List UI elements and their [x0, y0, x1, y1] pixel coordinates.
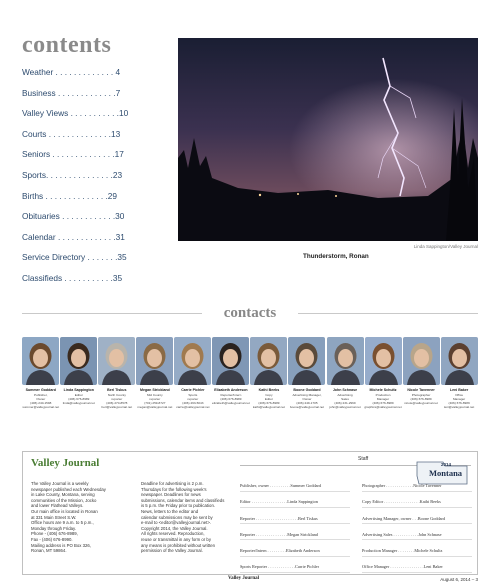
contact-detail: (406) 270-8578 — [106, 401, 128, 406]
contact-name: Berl Tiskus — [107, 388, 127, 392]
contact-detail[interactable]: nicole@valleyjournal.net — [404, 401, 438, 406]
deadline-line: is 5 p.m. the Friday prior to publication. — [141, 503, 216, 509]
staff-heading: Staff — [358, 456, 369, 462]
about-line: Phone - (406) 676-8989, — [31, 531, 78, 537]
contact-name: Megan Strickland — [139, 388, 170, 392]
contact-detail: Advertising — [337, 392, 353, 397]
about-line: and lower Flathead Valleys. — [31, 503, 84, 509]
contact-detail: Editor — [74, 392, 83, 397]
contact-detail: (701) 259-8727 — [144, 401, 166, 406]
about-text — [31, 481, 136, 554]
staff-row: Photographer . . . . . . . . . . . . .Nicole Tavenner — [362, 483, 472, 492]
contact-name: Boone Goddard — [293, 388, 321, 392]
photo-credit: Linda Sappington/Valley Journal — [413, 244, 478, 249]
footer-publication: Valley Journal — [228, 576, 260, 581]
contact-detail: reporter — [149, 396, 161, 401]
contact-photo — [288, 337, 325, 385]
contact-photo — [98, 337, 135, 385]
contact-detail[interactable]: megan@valleyjournal.net — [137, 405, 173, 410]
contents-title: contents — [22, 32, 112, 58]
contact-name: Leni Baker — [449, 388, 469, 392]
contact-detail: Copy — [265, 392, 273, 397]
contact-detail: (406) 249-1705 — [296, 401, 318, 406]
contact-detail: Publisher, — [33, 392, 48, 397]
about-line: newspaper published each Wednesday — [31, 486, 106, 492]
contact-detail[interactable]: berl@valleyjournal.net — [101, 405, 133, 410]
table-of-contents — [22, 68, 172, 295]
about-line: in Lake County, Montana, serving — [31, 492, 95, 498]
contact-detail: Editor — [264, 396, 273, 401]
contact-name: Linda Sappington — [63, 388, 94, 392]
contact-photo — [136, 337, 173, 385]
contact-detail: Owner — [36, 396, 46, 401]
contact-name: Michele Schultz — [369, 388, 397, 392]
contacts-list — [22, 337, 478, 409]
contact-detail: Production — [375, 392, 391, 397]
photo-caption: Thunderstorm, Ronan — [303, 253, 369, 260]
contact-photo — [212, 337, 249, 385]
contact-photo — [403, 337, 440, 385]
footer-date-page: August 6, 2014 – 3 — [440, 577, 478, 582]
contact-card — [212, 337, 250, 409]
contact-detail[interactable]: kathi@valleyjournal.net — [252, 405, 285, 410]
contact-detail: (406) 240-1598 — [30, 401, 52, 406]
toc-item[interactable]: Sports. . . . . . . . . . . . . . .23 — [22, 169, 123, 180]
staff-row: Reporter . . . . . . . . . . . . . . .Megan Strickland — [240, 532, 350, 541]
deadline-line: submissions, calendar items and classifieds — [141, 497, 225, 503]
contact-name: Elizabeth Anderson — [214, 388, 248, 392]
contact-detail[interactable]: leni@valleyjournal.net — [443, 405, 475, 410]
contact-detail: (406) 676-8989 — [372, 401, 394, 406]
about-line: Ronan, MT 59864. — [31, 548, 67, 554]
contact-card — [98, 337, 136, 409]
contact-card — [364, 337, 402, 409]
contact-detail: reporter — [111, 396, 123, 401]
contact-photo — [174, 337, 211, 385]
contact-detail: North County — [107, 392, 126, 397]
toc-item[interactable]: Obituaries . . . . . . . . . . . .30 — [22, 211, 125, 222]
logo-text: Montana — [429, 468, 463, 478]
contact-card — [136, 337, 174, 409]
contact-detail: Manager — [376, 396, 390, 401]
contact-name: John Schnase — [332, 388, 358, 392]
contact-photo — [60, 337, 97, 385]
contact-photo — [365, 337, 402, 385]
staff-row: Production Manager . . . . . . . .Michele Schultz — [362, 548, 472, 557]
about-line: Mailing address is PO Box 326, — [31, 542, 91, 548]
deadline-line: calendar submissions may be sent by — [141, 514, 213, 520]
toc-item[interactable]: Seniors . . . . . . . . . . . . . .17 — [22, 149, 124, 160]
contact-detail: (406) 676-8989 — [220, 396, 242, 401]
contact-card — [440, 337, 478, 409]
deadlines-text — [141, 481, 237, 554]
contact-photo — [250, 337, 287, 385]
contact-detail: Sports — [188, 392, 198, 397]
contact-detail: Manager — [452, 396, 466, 401]
contact-detail: Advertising Manager, — [292, 392, 322, 397]
contact-name: Nicole Tavenner — [407, 388, 435, 392]
contact-detail[interactable]: summer@valleyjournal.net — [22, 405, 60, 410]
about-line: at 331 Main Street S.W. — [31, 514, 77, 520]
about-line: The Valley Journal is a weekly — [31, 481, 89, 486]
contact-card — [22, 337, 60, 409]
contact-card — [326, 337, 364, 409]
staff-row: Editor . . . . . . . . . . . . . . . . .Linda Sappington — [240, 499, 350, 508]
toc-item[interactable]: Valley Views . . . . . . . . . . .10 — [22, 108, 129, 119]
contact-detail: (406) 231-2969 — [334, 401, 356, 406]
deadline-line: All rights reserved. Reproduction, — [141, 531, 205, 537]
about-line: Fax - (406) 676-8990. — [31, 536, 73, 542]
contact-detail: Office — [455, 392, 464, 397]
deadline-line: Copyright 2014, the Valley Journal. — [141, 525, 208, 531]
deadline-line: reuse or transmittal in any form or by — [141, 536, 211, 542]
toc-item[interactable]: Business . . . . . . . . . . . . .7 — [22, 87, 121, 98]
contact-card — [402, 337, 440, 409]
valley-journal-box — [22, 451, 478, 575]
contact-detail: Mid County — [147, 392, 163, 397]
deadline-line: Deadline for advertising is 2 p.m. — [141, 481, 204, 486]
toc-item[interactable]: Calendar . . . . . . . . . . . . .31 — [22, 231, 125, 242]
about-line: Monday through Friday. — [31, 525, 77, 531]
contact-name: Carrie Pichler — [181, 388, 205, 392]
contact-name: Summer Goddard — [25, 388, 56, 392]
contact-detail: Sales — [341, 396, 349, 401]
contact-detail[interactable]: elizabeth@valleyjournal.net — [211, 401, 250, 406]
about-line: Our main office is located in Ronan — [31, 508, 98, 514]
deadline-line: permission of the Valley Journal. — [141, 548, 203, 554]
deadline-line: News, letters to the editor and — [141, 508, 199, 514]
toc-item[interactable]: Births . . . . . . . . . . . . . .29 — [22, 190, 117, 201]
staff-row: Sports Reporter . . . . . . . . . . . . .Carrie Pichler — [240, 564, 350, 573]
contact-name: Kathi Beeks — [258, 388, 280, 392]
staff-row: Office Manager . . . . . . . . . . . . . . . .Leni Baker — [362, 564, 472, 573]
contact-detail: (406) 676-8989 — [410, 396, 432, 401]
staff-row: Reporter . . . . . . . . . . . . . . . . . . . .Berl Tiskus — [240, 516, 350, 525]
toc-item[interactable]: Courts . . . . . . . . . . . . . .13 — [22, 128, 121, 139]
contact-card — [288, 337, 326, 409]
staff-row: Reporter/Intern . . . . . . . . .Elizabeth Anderson — [240, 548, 350, 557]
deadline-line: e-mail to <editor@valleyjournal.net>. — [141, 520, 212, 526]
contact-detail[interactable]: graphics@valleyjournal.net — [364, 405, 402, 410]
contact-photo — [22, 337, 59, 385]
contact-detail: (406) 676-8989 — [258, 401, 280, 406]
cover-photo — [178, 38, 478, 241]
deadline-line: Thursdays for the following week's — [141, 486, 207, 492]
staff-list — [240, 483, 472, 573]
contact-card — [60, 337, 98, 409]
contact-detail[interactable]: carrie@valleyjournal.net — [176, 405, 210, 410]
contact-detail: (406) 493-5043 — [182, 401, 204, 406]
deadline-line: any means is prohibited without written — [141, 542, 216, 548]
contacts-title: contacts — [223, 305, 277, 321]
staff-row: Copy Editor . . . . . . . . . . . . . . . . .Kathi Beeks — [362, 499, 472, 508]
contact-detail: (406) 676-8989 — [68, 396, 90, 401]
toc-item[interactable]: Classifieds . . . . . . . . . . .35 — [22, 272, 123, 283]
contact-photo — [441, 337, 478, 385]
valley-journal-title: Valley Journal — [31, 457, 100, 469]
contact-card — [250, 337, 288, 409]
contact-detail[interactable]: linda@valleyjournal.net — [62, 401, 95, 406]
about-line: Office hours are 9 a.m. to 5 p.m., — [31, 520, 94, 526]
contact-detail: Owner — [302, 396, 312, 401]
deadline-line: newspaper. Deadlines for news — [141, 492, 201, 498]
contact-detail[interactable]: john@valleyjournal.net — [329, 405, 361, 410]
staff-row: Publisher, owner . . . . . . . . . .Summer Goddard — [240, 483, 350, 492]
contact-photo — [327, 337, 364, 385]
staff-row: Advertising Manager, owner . . .Boone Goddard — [362, 516, 472, 525]
staff-row: Advertising Sales . . . . . . . . . . . .John Schnase — [362, 532, 472, 541]
about-line: communities of the Mission, Jocko — [31, 497, 97, 503]
logo-year: 2014 — [441, 462, 452, 467]
toc-item[interactable]: Service Directory . . . . . . .35 — [22, 252, 127, 263]
contact-detail: reporter — [187, 396, 199, 401]
contact-detail[interactable]: boone@valleyjournal.net — [289, 405, 325, 410]
contact-detail: Photographer — [411, 392, 431, 397]
contact-detail: (406) 676-8989 — [448, 401, 470, 406]
contact-card — [174, 337, 212, 409]
toc-item[interactable]: Weather . . . . . . . . . . . . . 4 — [22, 67, 121, 77]
contact-detail: Reporter/Intern — [220, 392, 242, 397]
